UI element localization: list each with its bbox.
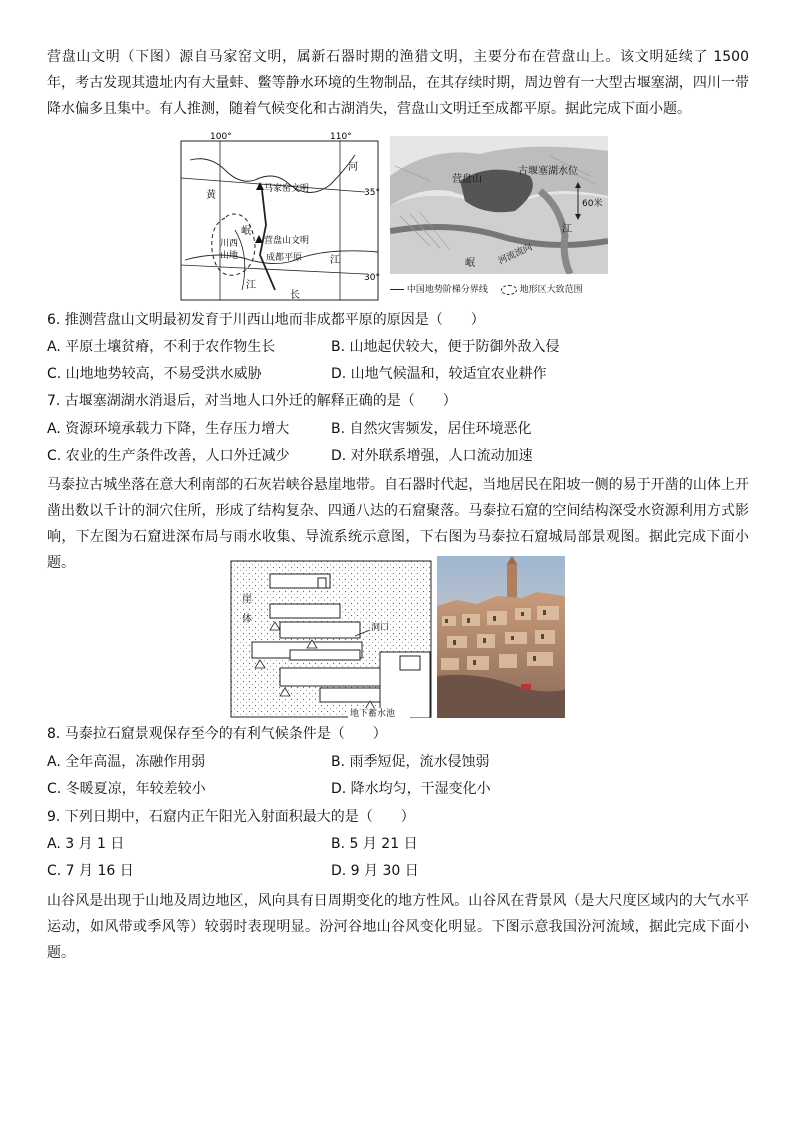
map-legend bbox=[390, 282, 630, 298]
label-yingpanshan: 营盘山文明 bbox=[264, 236, 310, 246]
legend-line-swatch bbox=[390, 289, 404, 290]
q7-option-d[interactable]: D. 对外联系增强，人口流动加速 bbox=[331, 448, 533, 464]
label-chuanxi-2: 山地 bbox=[220, 251, 239, 261]
passage-yingpanshan: 营盘山文明（下图）源自马家窑文明，属新石器时期的渔猎文明，主要分布在营盘山上。该文明延续了 1500 年，考古发现其遗址内有大量蚌、鳖等静水环境的生物制品，在其存续时期，周边曾有一大型古堰塞湖，四川一带降水偏多且集中。有人推测，随着气候变化和古湖消失，营盘山文明迁至成都平原。据此完成下面小题。 bbox=[47, 49, 749, 117]
q8-option-b[interactable]: B. 雨季短促，流水侵蚀弱 bbox=[331, 754, 490, 770]
label-lat-30: 30° bbox=[364, 273, 380, 283]
q8-stem: 8. 马泰拉石窟景观保存至今的有利气候条件是（ ） bbox=[47, 726, 387, 742]
q8-option-d[interactable]: D. 降水均匀，干湿变化小 bbox=[331, 781, 491, 797]
label-jiang-2: 江 bbox=[246, 280, 256, 291]
label-huang: 黄 bbox=[206, 190, 216, 201]
q6-option-a[interactable]: A. 平原土壤贫瘠，不利于农作物生长 bbox=[47, 339, 276, 355]
label-lon-100: 100° bbox=[210, 132, 232, 142]
q7-option-c[interactable]: C. 农业的生产条件改善，人口外迁减少 bbox=[47, 448, 290, 464]
label-majiayao: 马家窑文明 bbox=[264, 184, 310, 194]
label-min: 岷 bbox=[241, 226, 251, 237]
label-underground-pool: 地下蓄水池 bbox=[350, 709, 396, 718]
q7-option-a[interactable]: A. 资源环境承载力下降，生存压力增大 bbox=[47, 421, 290, 437]
q6-stem: 6. 推测营盘山文明最初发育于川西山地而非成都平原的原因是（ ） bbox=[47, 312, 485, 328]
label-jiang-1: 江 bbox=[330, 255, 340, 266]
label-chuanxi-1: 川西 bbox=[220, 239, 239, 249]
q8-option-a[interactable]: A. 全年高温，冻融作用弱 bbox=[47, 754, 206, 770]
q6-option-d[interactable]: D. 山地气候温和，较适宜农业耕作 bbox=[331, 366, 547, 382]
passage-mountain-valley-wind: 山谷风是出现于山地及周边地区，风向具有日周期变化的地方性风。山谷风在背景风（是大尺度区域内的大气水平运动，如风带或季风等）较弱时表现明显。汾河谷地山谷风变化明显。下图示意我国汾河流域，据此完成下面小题。 bbox=[47, 893, 749, 961]
q9-option-c[interactable]: C. 7 月 16 日 bbox=[47, 863, 134, 879]
passage-matera: 马泰拉古城坐落在意大利南部的石灰岩峡谷悬崖地带。自石器时代起，当地居民在阳坡一侧的易于开凿的山体上开凿出数以千计的洞穴住所，形成了结构复杂、四通八达的石窟聚落。马泰拉石窟的空间结构深受水资源利用方式影响，下左图为石窟进深布局与雨水收集、导流系统示意图，下右图为马泰拉石窟城局部景观图。据此完成下面小题。 bbox=[47, 477, 749, 571]
map-location bbox=[180, 130, 380, 302]
label-river-flow: 河流流向 bbox=[497, 242, 534, 267]
label-lon-110: 110° bbox=[330, 132, 352, 142]
label-min-3d: 岷 bbox=[465, 258, 475, 269]
q9-option-b[interactable]: B. 5 月 21 日 bbox=[331, 836, 418, 852]
q9-stem: 9. 下列日期中，石窟内正午阳光入射面积最大的是（ ） bbox=[47, 809, 415, 825]
label-60m: 60米 bbox=[582, 199, 603, 209]
q6-option-c[interactable]: C. 山地地势较高，不易受洪水威胁 bbox=[47, 366, 262, 382]
label-jiang-3d: 江 bbox=[562, 224, 572, 235]
q7-option-b[interactable]: B. 自然灾害频发，居住环境恶化 bbox=[331, 421, 532, 437]
label-ya: 崖 bbox=[242, 594, 252, 605]
label-lat-35: 35° bbox=[364, 188, 380, 198]
label-chengdu: 成都平原 bbox=[266, 253, 303, 263]
q9-option-a[interactable]: A. 3 月 1 日 bbox=[47, 836, 125, 852]
label-chang: 长 bbox=[290, 290, 300, 301]
legend-region-label: 地形区大致范围 bbox=[519, 285, 583, 295]
label-yingpanshan-3d: 营盘山 bbox=[452, 174, 482, 185]
q9-option-d[interactable]: D. 9 月 30 日 bbox=[331, 863, 419, 879]
matera-photo bbox=[437, 556, 565, 718]
legend-region-swatch bbox=[501, 285, 517, 295]
legend-line-label: 中国地势阶梯分界线 bbox=[406, 285, 488, 295]
q6-option-b[interactable]: B. 山地起伏较大，便于防御外敌入侵 bbox=[331, 339, 560, 355]
cave-diagram bbox=[230, 560, 432, 718]
terrain-sketch bbox=[390, 136, 608, 274]
q7-stem: 7. 古堰塞湖湖水消退后，对当地人口外迁的解释正确的是（ ） bbox=[47, 393, 457, 409]
label-ti: 体 bbox=[242, 614, 252, 625]
label-lake-level: 古堰塞湖水位 bbox=[518, 166, 578, 177]
q8-option-c[interactable]: C. 冬暖夏凉，年较差较小 bbox=[47, 781, 206, 797]
label-he: 河 bbox=[348, 162, 358, 173]
label-dongkou: 洞口 bbox=[371, 623, 390, 633]
